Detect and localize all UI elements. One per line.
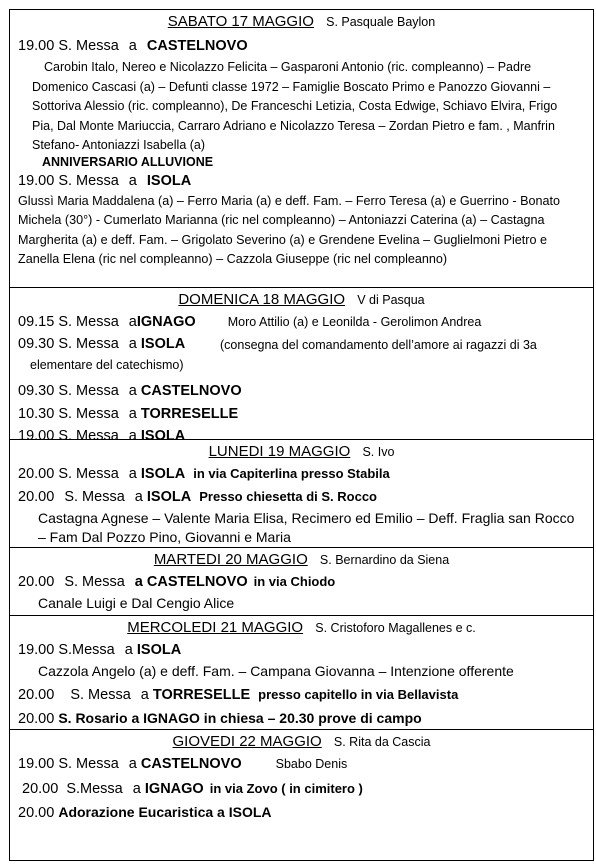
mass-place: TORRESELLE [140, 406, 239, 422]
mass-extra: ANNIVERSARIO ALLUVIONE [42, 155, 214, 169]
day-header [10, 551, 593, 570]
mass-place: CASTELNOVO [140, 756, 242, 772]
day-saint: S. Bernardino da Siena [319, 553, 450, 567]
day-block-sabato [10, 10, 593, 288]
mass-line: 20.00 S. Messa a ISOLA Presso chiesetta di S. Rocco [18, 489, 377, 505]
mass-line: 09.15 S. Messa aIGNAGO Moro Attilio (a) e Leonilda - Gerolimon Andrea [18, 314, 482, 330]
mass-line: 09.30 S. Messa a CASTELNOVO [18, 383, 242, 399]
day-header [10, 291, 593, 310]
day-block-lunedi [10, 440, 593, 548]
mass-intentions: Canale Luigi e Dal Cengio Alice [38, 595, 235, 611]
mass-place: CASTELNOVO [140, 383, 242, 399]
mass-line: 20.00 S. Rosario a IGNAGO in chiesa – 20.30 prove di campo [18, 710, 422, 727]
day-block-mercoledi [10, 616, 593, 730]
mass-line: 20.00 Adorazione Eucaristica a ISOLA [18, 804, 272, 821]
mass-line: 20.00 S. Messa a CASTELNOVO in via Chiodo [18, 574, 336, 590]
mass-line: 09.30 S. Messa a ISOLA [18, 336, 186, 352]
mass-place: TORRESELLE [152, 687, 251, 703]
day-date: LUNEDI 19 MAGGIO [208, 443, 351, 460]
day-block-martedi [10, 548, 593, 616]
mass-location: in via Chiodo [253, 574, 336, 589]
mass-place: ISOLA [146, 173, 192, 189]
mass-location: in via Zovo ( in cimitero ) [209, 781, 363, 796]
day-header [10, 13, 593, 32]
mass-intentions: (consegna del comandamento dell’amore ai ragazzi di 3a elementare del catechismo) [30, 338, 537, 372]
mass-place: IGNAGO [136, 314, 196, 330]
bulletin-sheet [9, 9, 594, 861]
day-saint: S. Ivo [362, 445, 395, 459]
mass-line: 19.00 S. Messa a CASTELNOVO Sbabo Denis [18, 756, 348, 772]
mass-line: 19.00 S. Messa a ISOLA [18, 428, 186, 444]
mass-line: 20.00 S.Messa a IGNAGO in via Zovo ( in cimitero ) [22, 781, 363, 797]
day-date: GIOVEDI 22 MAGGIO [172, 733, 322, 750]
day-block-domenica [10, 288, 593, 444]
mass-line: 19.00 S.Messa a ISOLA [18, 642, 182, 658]
mass-line: 19.00 S. Messa a ISOLA [18, 173, 192, 189]
day-saint: S. Cristoforo Magallenes e c. [315, 621, 476, 635]
mass-intentions: Glussì Maria Maddalena (a) – Ferro Maria (a) e deff. Fam. – Ferro Teresa (a) e Guerrino - Bonato Michela (30°) - Cumerlato Marianna (ric nel compleanno) – Antoniazzi Caterina (a) – Castagna Margherita (a) e deff. Fam. – Grigolato Severino (a) e Grendene Evelina – Guglielmoni Pietro e Zanella Elena (ric nel compleanno) – Cazzola Giuseppe (ric nel compleanno) [18, 194, 560, 267]
mass-place: IGNAGO [144, 781, 204, 797]
day-date: MERCOLEDI 21 MAGGIO [127, 619, 304, 636]
mass-location: presso capitello in via Bellavista [258, 687, 459, 702]
mass-place: ISOLA [136, 642, 182, 658]
mass-line: 10.30 S. Messa a TORRESELLE [18, 406, 239, 422]
day-header [10, 619, 593, 638]
mass-place: CASTELNOVO [146, 574, 248, 590]
day-date: SABATO 17 MAGGIO [167, 13, 314, 30]
mass-place: ISOLA [140, 336, 186, 352]
mass-intentions: Sbabo Denis [275, 757, 348, 771]
mass-location: Presso chiesetta di S. Rocco [199, 489, 377, 504]
mass-location: in via Capiterlina presso Stabila [193, 466, 390, 481]
day-saint: S. Rita da Cascia [333, 735, 431, 749]
day-header [10, 443, 593, 462]
day-saint: S. Pasquale Baylon [326, 15, 436, 29]
mass-place: ISOLA [140, 466, 186, 482]
mass-intentions: Cazzola Angelo (a) e deff. Fam. – Campana Giovanna – Intenzione offerente [38, 663, 514, 679]
mass-place: ISOLA [140, 428, 186, 444]
mass-intentions: Moro Attilio (a) e Leonilda - Gerolimon Andrea [227, 315, 482, 329]
day-header [10, 733, 593, 752]
adoration-text: Adorazione Eucaristica a ISOLA [58, 804, 272, 820]
mass-line: 20.00 S. Messa a TORRESELLE presso capitello in via Bellavista [18, 687, 459, 703]
mass-line: 19.00 S. Messa a CASTELNOVO [18, 38, 248, 54]
mass-intentions: Castagna Agnese – Valente Maria Elisa, Recimero ed Emilio – Deff. Fraglia san Rocco – Fam Dal Pozzo Pino, Giovanni e Maria [38, 510, 575, 545]
day-date: DOMENICA 18 MAGGIO [178, 291, 346, 308]
mass-line: 20.00 S. Messa a ISOLA in via Capiterlina presso Stabila [18, 466, 390, 482]
day-block-giovedi [10, 730, 593, 862]
mass-place: ISOLA [146, 489, 192, 505]
mass-intentions: Carobin Italo, Nereo e Nicolazzo Felicita – Gasparoni Antonio (ric. compleanno) – Padre Domenico Cascasi (a) – Defunti classe 1972 – Famiglie Boscato Primo e Panozzo Giovanni – Sottoriva Alessio (ric. compleanno), De Franceschi Letizia, Costa Edwige, Schiavo Elvira, Frigo Pia, Dal Monte Mariuccia, Carraro Adriano e Nicolazzo Teresa – Zordan Pietro e fam. , Manfrin Stefano- Antoniazzi Isabella (a) [32, 60, 558, 153]
rosary-text: S. Rosario a IGNAGO in chiesa – 20.30 prove di campo [58, 710, 422, 726]
mass-place: CASTELNOVO [146, 38, 248, 54]
day-saint: V di Pasqua [357, 293, 425, 307]
day-date: MARTEDI 20 MAGGIO [153, 551, 308, 568]
